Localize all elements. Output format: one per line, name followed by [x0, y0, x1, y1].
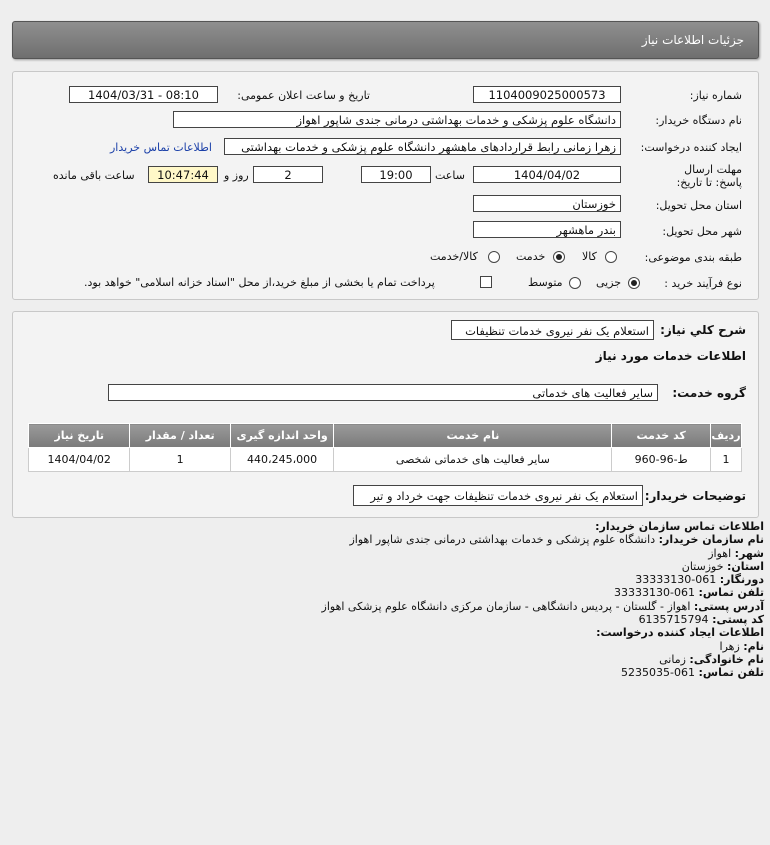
address-value: اهواز - گلستان - پردیس دانشگاهی - سازمان مرکزی دانشگاه علوم پزشکی اهواز: [321, 599, 691, 613]
city-label: شهر محل تحویل:: [662, 225, 742, 238]
category-radio-goods[interactable]: [605, 251, 617, 263]
creator-label: ایجاد کننده درخواست:: [640, 141, 742, 154]
creator-phone-label: تلفن تماس:: [698, 666, 764, 680]
page-header: [12, 21, 759, 59]
phone-label: تلفن تماس:: [698, 586, 764, 600]
services-table-header: [29, 424, 742, 448]
process-option-minor: جزیی: [596, 276, 622, 289]
process-radio-medium[interactable]: [569, 277, 581, 289]
col-qty-header: تعداد / مقدار: [130, 424, 230, 448]
deadline-date-field: 1404/04/02: [473, 166, 621, 183]
col-code-header: کد خدمت: [612, 424, 710, 448]
name-value: زهرا: [719, 639, 740, 653]
category-option-goods: کالا: [582, 250, 597, 263]
col-date-header: تاریخ نیاز: [29, 424, 130, 448]
treasury-payment-note: پرداخت تمام یا بخشی از مبلغ خرید،از محل "اسناد خزانه اسلامی" خواهد بود.: [84, 276, 435, 289]
deadline-label: مهلت ارسال پاسخ: تا تاریخ:: [676, 163, 742, 189]
service-code-cell: ط-96-960: [612, 448, 710, 472]
creator-field: زهرا زمانی رابط قراردادهای ماهشهر دانشگاه علوم پزشکی و خدمات بهداشتی: [224, 138, 621, 155]
buyer-notes-label: توضیحات خریدار:: [644, 489, 746, 503]
city-field: بندر ماهشهر: [473, 221, 621, 238]
treasury-payment-checkbox[interactable]: [480, 276, 492, 288]
table-row: [29, 448, 742, 472]
fax-value: 061-33333130: [635, 573, 717, 587]
creator-info-title: اطلاعات ایجاد کننده درخواست:: [596, 626, 764, 640]
need-info-panel: [12, 71, 759, 300]
phone-value: 061-33333130: [614, 586, 696, 600]
announce-field: 1404/03/31 - 08:10: [69, 86, 218, 103]
service-group-field: سایر فعالیت های خدماتی: [108, 384, 658, 401]
quantity-cell: 1: [130, 448, 230, 472]
unit-cell: 440،245،000: [230, 448, 333, 472]
category-radio-goods-service[interactable]: [488, 251, 500, 263]
org-label: نام سازمان خریدار:: [658, 533, 764, 547]
process-label: نوع فرآیند خرید :: [664, 277, 742, 290]
buyer-org-label: نام دستگاه خریدار:: [655, 114, 742, 127]
category-option-service: خدمت: [516, 250, 546, 263]
address-label: آدرس پستی:: [693, 599, 764, 613]
announce-label: تاریخ و ساعت اعلان عمومی:: [237, 89, 370, 102]
general-desc-field: استعلام یک نفر نیروی خدمات تنظیفات: [451, 320, 654, 340]
creator-phone-value: 061-5235035: [621, 666, 696, 680]
remaining-label: ساعت باقی مانده: [53, 169, 135, 182]
days-field: 2: [253, 166, 323, 183]
org-value: دانشگاه علوم پزشکی و خدمات بهداشتی درمانی جندی شاپور اهواز: [349, 533, 656, 547]
category-label: طبقه بندی موضوعی:: [644, 251, 742, 264]
general-desc-label: شرح کلي نیاز:: [660, 323, 746, 337]
fax-label: دورنگار:: [719, 573, 764, 587]
contact-title: اطلاعات تماس سازمان خریدار:: [595, 520, 764, 533]
buyer-org-field: دانشگاه علوم پزشکی و خدمات بهداشتی درمانی جندی شاپور اهواز: [173, 111, 621, 128]
col-unit-header: واحد اندازه گیری: [230, 424, 333, 448]
remaining-time-field: 10:47:44: [148, 166, 218, 183]
process-radio-minor[interactable]: [628, 277, 640, 289]
category-option-goods-service: کالا/خدمت: [430, 250, 478, 263]
contact-city-label: شهر:: [734, 546, 764, 560]
col-row-header: ردیف: [710, 424, 741, 448]
province-field: خوزستان: [473, 195, 621, 212]
family-value: زمانی: [659, 652, 686, 666]
contact-province-value: خوزستان: [681, 559, 724, 573]
need-date-cell: 1404/04/02: [29, 448, 130, 472]
buyer-contact-link[interactable]: اطلاعات تماس خریدار: [110, 141, 212, 154]
postal-value: 6135715794: [638, 613, 709, 627]
services-section-title: اطلاعات خدمات مورد نیاز: [595, 349, 746, 363]
province-label: استان محل تحویل:: [655, 199, 742, 212]
contact-city-value: اهواز: [708, 546, 732, 560]
need-number-label: شماره نیاز:: [689, 89, 742, 102]
contact-info: [4, 520, 764, 680]
contact-province-label: استان:: [727, 559, 764, 573]
name-label: نام:: [743, 639, 764, 653]
service-group-label: گروه خدمت:: [672, 386, 746, 400]
family-label: نام خانوادگی:: [689, 652, 764, 666]
page-title: جزئیات اطلاعات نیاز: [641, 33, 744, 47]
service-name-cell: سایر فعالیت های خدماتی شخصی: [334, 448, 612, 472]
need-number-field: 1104009025000573: [473, 86, 621, 103]
days-label: روز و: [224, 169, 249, 182]
services-table: [28, 423, 742, 472]
deadline-time-field: 19:00: [361, 166, 431, 183]
col-name-header: نام خدمت: [334, 424, 612, 448]
row-number-cell: 1: [710, 448, 741, 472]
deadline-time-label: ساعت: [435, 169, 465, 182]
category-radio-service[interactable]: [553, 251, 565, 263]
postal-label: کد پستی:: [712, 613, 764, 627]
buyer-notes-field: استعلام یک نفر نیروی خدمات تنظیفات جهت خرداد و تیر: [353, 485, 643, 506]
process-option-medium: متوسط: [528, 276, 563, 289]
